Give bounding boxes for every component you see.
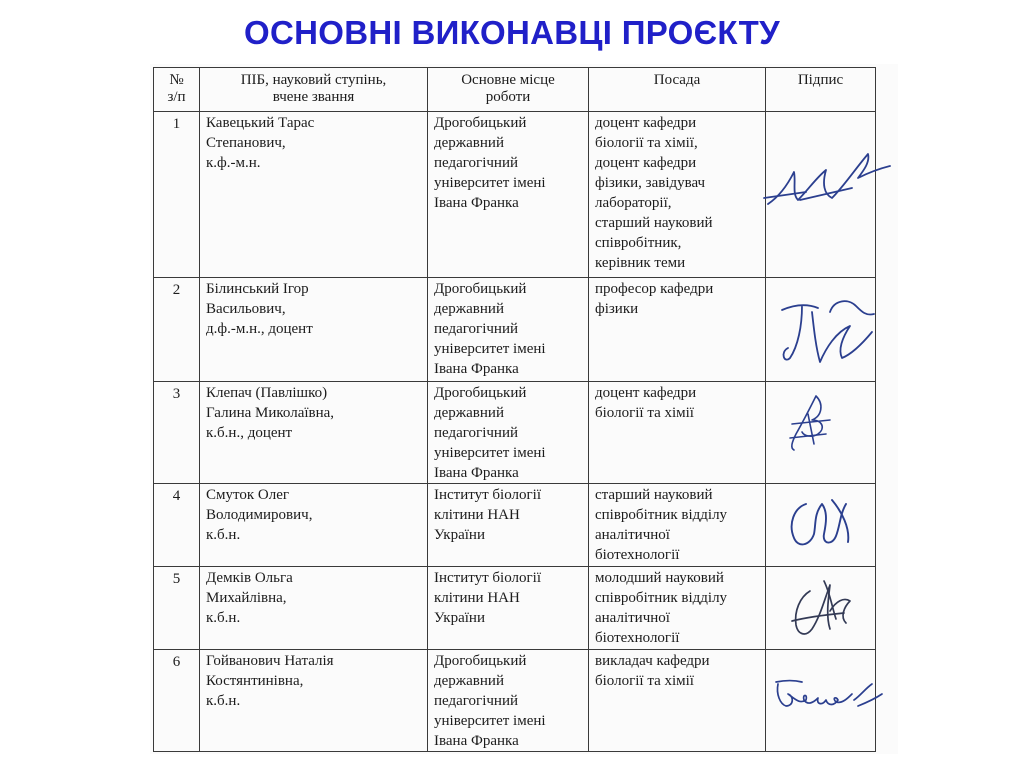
signature-cell — [766, 382, 876, 484]
row-workplace: Дрогобицький державний педагогічний університет імені Івана Франка — [428, 382, 589, 484]
row-workplace: Дрогобицький державний педагогічний університет імені Івана Франка — [428, 278, 589, 382]
row-workplace: Дрогобицький державний педагогічний університет імені Івана Франка — [428, 112, 589, 278]
row-name: Смуток Олег Володимирович, к.б.н. — [200, 484, 428, 567]
row-name: Кавецький Тарас Степанович, к.ф.-м.н. — [200, 112, 428, 278]
signature-image — [784, 490, 856, 558]
row-number: 4 — [154, 484, 200, 567]
row-position: доцент кафедри біології та хімії — [589, 382, 766, 484]
row-name: Клепач (Павлішко) Галина Миколаївна, к.б.н., доцент — [200, 382, 428, 484]
table-row — [154, 567, 876, 650]
row-number: 2 — [154, 278, 200, 382]
row-number: 6 — [154, 650, 200, 752]
table-row — [154, 650, 876, 752]
row-position: професор кафедри фізики — [589, 278, 766, 382]
signature-cell — [766, 650, 876, 752]
row-workplace: Інститут біології клітини НАН України — [428, 567, 589, 650]
row-workplace: Інститут біології клітини НАН України — [428, 484, 589, 567]
table-row — [154, 484, 876, 567]
table-row — [154, 112, 876, 278]
table-row — [154, 382, 876, 484]
row-name: Гойванович Наталія Костянтинівна, к.б.н. — [200, 650, 428, 752]
signature-image — [760, 138, 890, 218]
row-workplace: Дрогобицький державний педагогічний університет імені Івана Франка — [428, 650, 589, 752]
row-position: старший науковий співробітник відділу аналітичної біотехнології — [589, 484, 766, 567]
row-number: 3 — [154, 382, 200, 484]
signature-cell — [766, 112, 876, 278]
page-title: ОСНОВНІ ВИКОНАВЦІ ПРОЄКТУ — [244, 14, 780, 51]
row-position: молодший науковий співробітник відділу аналітичної біотехнології — [589, 567, 766, 650]
signature-cell — [766, 484, 876, 567]
signature-image — [772, 676, 884, 716]
signature-cell — [766, 567, 876, 650]
executors-table — [153, 67, 876, 752]
signature-image — [776, 292, 876, 368]
header-name: ПІБ, науковий ступінь, вчене звання — [200, 68, 428, 112]
row-number: 1 — [154, 112, 200, 278]
table-row — [154, 278, 876, 382]
header-position: Посада — [589, 68, 766, 112]
header-signature: Підпис — [766, 68, 876, 112]
header-workplace: Основне місце роботи — [428, 68, 589, 112]
table-header-row — [154, 68, 876, 112]
signature-cell — [766, 278, 876, 382]
signature-image — [786, 390, 846, 454]
row-position: викладач кафедри біології та хімії — [589, 650, 766, 752]
row-number: 5 — [154, 567, 200, 650]
row-name: Білинський Ігор Васильович, д.ф.-м.н., доцент — [200, 278, 428, 382]
row-name: Демків Ольга Михайлівна, к.б.н. — [200, 567, 428, 650]
header-number: № з/п — [154, 68, 200, 112]
signature-image — [780, 571, 860, 645]
row-position: доцент кафедри біології та хімії, доцент кафедри фізики, завідувач лабораторії, старший науковий співробітник, керівник теми — [589, 112, 766, 278]
